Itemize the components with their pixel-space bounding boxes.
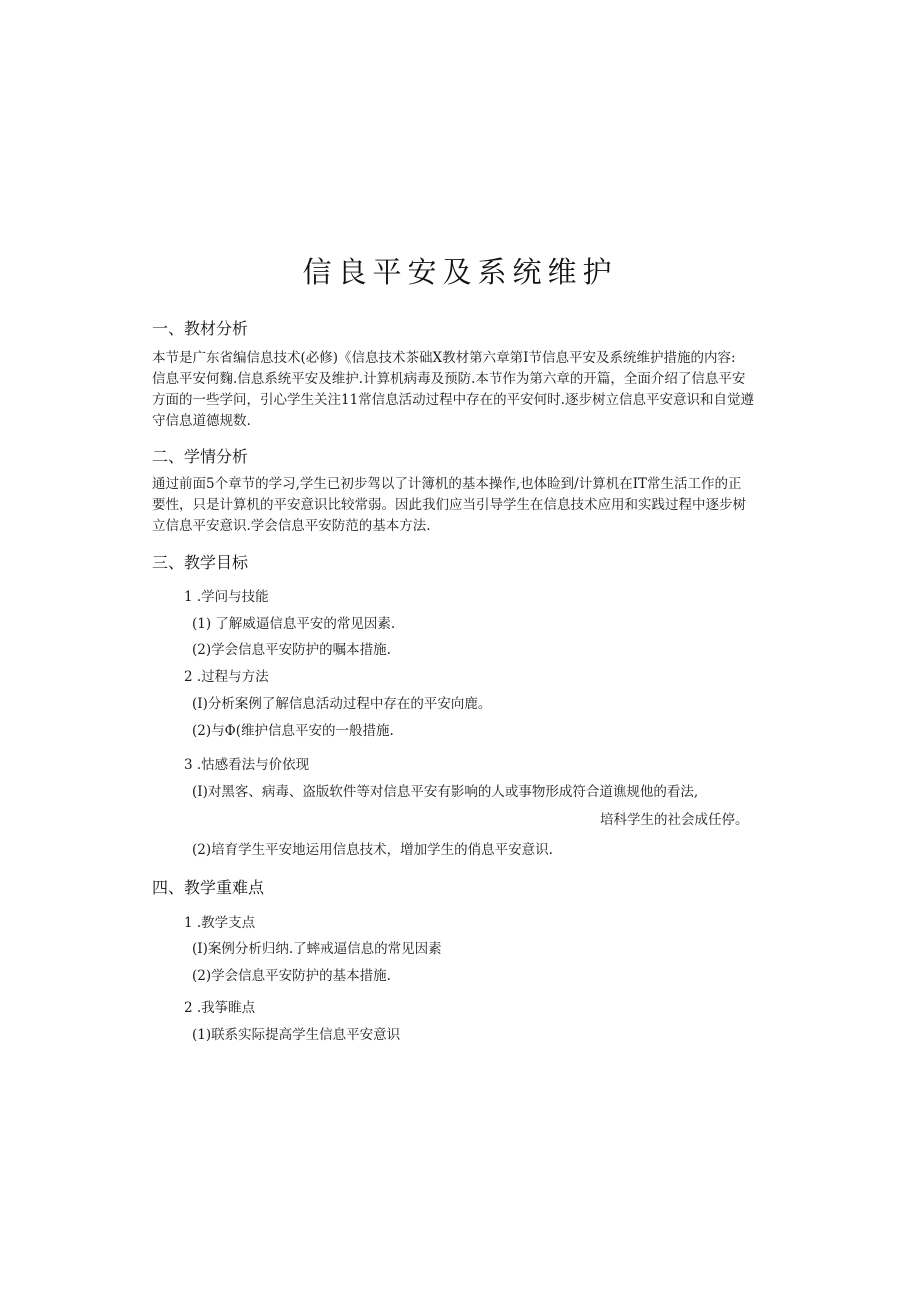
paragraph-line: 要性，只是计算机的平安意识比较常弱。因此我们应当引导学生在信息技术应用和实践过程中逐步树 bbox=[152, 497, 746, 513]
paragraph-line: 方面的一些学问，引心学生关注11常信息活动过程中存在的平安何时.逐步树立信息平安意识和自觉遵 bbox=[152, 392, 754, 408]
paragraph-line: 守信息道德规数. bbox=[152, 413, 251, 429]
paragraph-line: 信息平安何麴.信息系统平安及维护.计算机病毒及预防.本节作为第六章的开篇，全面介绍了信息平安 bbox=[152, 371, 746, 387]
objective-item: (1) 了解威逼信息平安的常见因素. bbox=[192, 616, 396, 632]
objective-item: (I)对黑客、病毒、盗版软件等对信息平安有影响的人或事物形成符合道谯规他的看法, bbox=[192, 784, 699, 800]
objective-item: (2)与Φ(维护信息平安的一般措施. bbox=[192, 723, 394, 739]
paragraph-line: 通过前面5个章节的学习,学生已初步驾以了计簿机的基本操作,也体睑到/计算机在IT常生活工作的正 bbox=[152, 476, 742, 492]
objective-subheading: 2 .过程与方法 bbox=[184, 669, 269, 685]
key-point-item: (I)案例分析归纳.了蟀戒逼信息的常见因素 bbox=[192, 941, 442, 957]
objective-subheading: 3 .怙感看法与价依现 bbox=[184, 757, 310, 773]
difficult-point-item: (1)联系实际提高学生信息平安意识 bbox=[192, 1027, 401, 1043]
section-heading-key-difficult-points: 四、教学重难点 bbox=[152, 878, 265, 897]
student-analysis-paragraph bbox=[152, 474, 842, 537]
section-heading-teaching-objectives: 三、教学目标 bbox=[152, 553, 249, 572]
section-heading-textbook-analysis: 一、教材分析 bbox=[152, 319, 249, 338]
objective-subheading: 1 .学问与技能 bbox=[184, 589, 269, 605]
document-title: 信良平安及系统维护 bbox=[302, 255, 618, 289]
objective-item: (I)分析案例了解信息活动过程中存在的平安向鹿。 bbox=[192, 696, 492, 712]
objective-item: (2)培育学生平安地运用信息技术，增加学生的俏息平安意识. bbox=[192, 842, 553, 858]
section-heading-student-analysis: 二、学情分析 bbox=[152, 447, 249, 466]
objective-item-continuation: 培科学生的社会成任停。 bbox=[600, 812, 749, 828]
key-point-subheading: 1 .教学支点 bbox=[184, 915, 256, 931]
key-point-item: (2)学会信息平安防护的基本措施. bbox=[192, 968, 391, 984]
objective-item: (2)学会信息平安防护的嘱本措施. bbox=[192, 642, 391, 658]
paragraph-line: 立信息平安意识.学会信息平安防范的基本方法. bbox=[152, 518, 431, 534]
textbook-analysis-paragraph bbox=[152, 348, 842, 432]
paragraph-line: 本节是广东省编信息技术(必修)《信息技术茶础X教材第六章第I节信息平安及系统维护措施的内容: bbox=[152, 350, 736, 366]
difficult-point-subheading: 2 .我筝睢点 bbox=[184, 1000, 256, 1016]
